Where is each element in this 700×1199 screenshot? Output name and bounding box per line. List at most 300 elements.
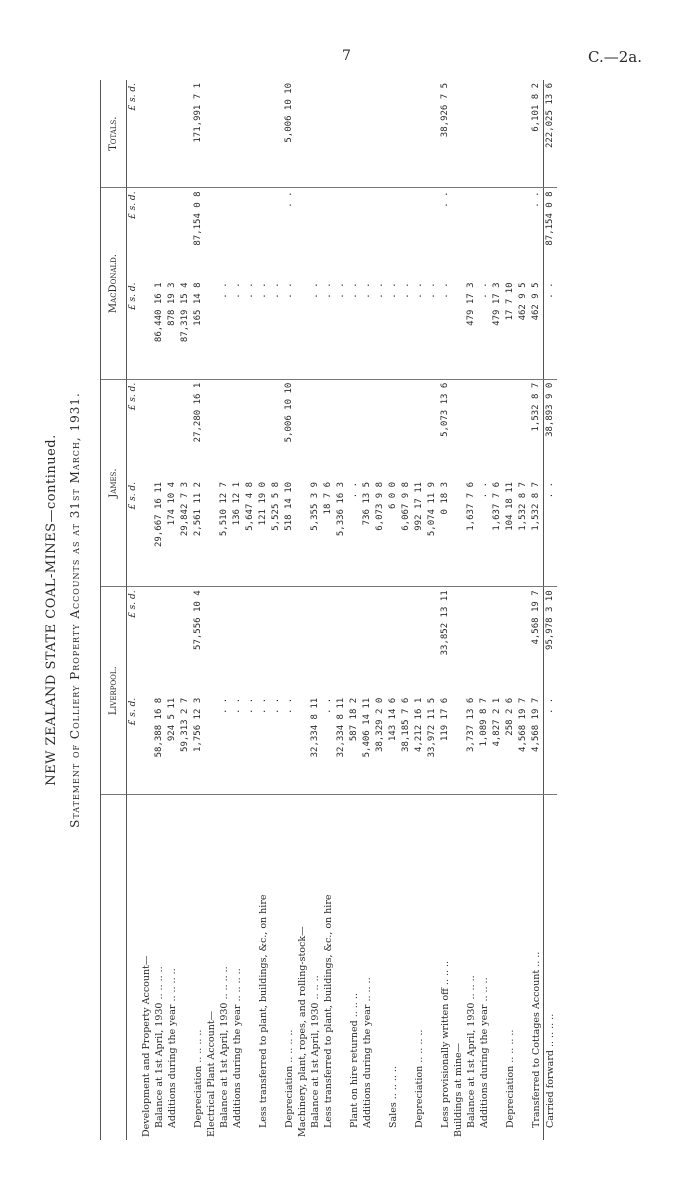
table-row [205, 80, 218, 1140]
amount-cell: 119 17 6 [439, 695, 452, 795]
amount-cell [361, 587, 374, 695]
amount-cell [452, 479, 465, 587]
amount-cell [244, 80, 257, 188]
amount-cell: 38,893 9 0 [544, 379, 558, 479]
amount-cell [231, 188, 244, 280]
amount-cell [153, 188, 166, 280]
row-label: Sales .. .. .. .. [388, 1066, 399, 1128]
amount-cell: 479 17 3 [465, 279, 478, 379]
table-row [244, 80, 257, 1140]
table-row [452, 80, 465, 1140]
amount-cell [153, 379, 166, 479]
amount-cell [387, 379, 400, 479]
table-row [283, 80, 296, 1140]
row-label: Balance at 1st April, 1930 .. .. .. [466, 975, 477, 1128]
amount-cell [322, 587, 335, 695]
amount-cell [270, 188, 283, 280]
table-row [400, 80, 413, 1140]
amount-cell: 258 2 6 [504, 695, 517, 795]
amount-cell: . . [284, 191, 294, 208]
table-row [179, 80, 192, 1140]
table-row [231, 80, 244, 1140]
row-label: Transferred to Cottages Account .. .. [531, 951, 542, 1128]
amount-cell [478, 188, 491, 280]
amount-cell [374, 188, 387, 280]
amount-cell [257, 80, 270, 188]
amount-cell [517, 587, 530, 695]
amount-cell [205, 80, 218, 188]
amount-cell [140, 80, 153, 188]
amount-cell [140, 695, 153, 795]
amount-cell [179, 188, 192, 280]
amount-cell [387, 188, 400, 280]
table-row [491, 80, 504, 1140]
amount-cell: . . [348, 279, 361, 379]
amount-cell [218, 379, 231, 479]
table-row [517, 80, 530, 1140]
amount-cell: 4,568 19 7 [517, 695, 530, 795]
amount-cell: 6,073 9 8 [374, 479, 387, 587]
amount-cell: . . [361, 279, 374, 379]
units-cell: £ s. d. [127, 479, 141, 587]
amount-cell [166, 188, 179, 280]
amount-cell [465, 379, 478, 479]
amount-cell: . . [244, 695, 257, 795]
row-label: Less transferred to plant, buildings, &c., on hire [258, 894, 269, 1128]
amount-cell: 1,532 8 7 [531, 382, 541, 432]
row-label: Buildings at mine— [453, 1042, 464, 1137]
amount-cell [205, 279, 218, 379]
row-label [270, 795, 283, 1141]
amount-cell: 95,978 3 10 [544, 587, 558, 695]
table-row [270, 80, 283, 1140]
label-column-header [101, 795, 127, 1141]
amount-cell [361, 379, 374, 479]
amount-cell: 104 18 11 [504, 479, 517, 587]
amount-cell: . . [270, 695, 283, 795]
amount-cell: 32,334 8 11 [335, 695, 348, 795]
row-label: Depreciation .. .. .. .. [193, 1029, 204, 1128]
table-row [361, 80, 374, 1140]
amount-cell: 87,154 0 8 [193, 191, 203, 246]
table-row [257, 80, 270, 1140]
amount-cell: 924 5 11 [166, 695, 179, 795]
amount-cell: . . [413, 279, 426, 379]
row-label [374, 795, 387, 1141]
amount-cell [335, 379, 348, 479]
amount-cell: 5,336 16 3 [335, 479, 348, 587]
row-label [426, 795, 439, 1141]
amount-cell: 1,532 8 7 [530, 479, 544, 587]
amount-cell: 222,025 13 6 [544, 80, 558, 188]
amount-cell: 1,637 7 6 [465, 479, 478, 587]
amount-cell [244, 188, 257, 280]
amount-cell: 86,440 16 1 [153, 279, 166, 379]
amount-cell [465, 587, 478, 695]
amount-cell [348, 188, 361, 280]
amount-cell [452, 695, 465, 795]
amount-cell [257, 379, 270, 479]
amount-cell: 5,525 5 8 [270, 479, 283, 587]
amount-cell [413, 379, 426, 479]
amount-cell: 3,737 13 6 [465, 695, 478, 795]
row-label [335, 795, 348, 1141]
amount-cell [452, 80, 465, 188]
amount-cell: 17 7 10 [504, 279, 517, 379]
statement-subtitle: Statement of Colliery Property Accounts as at 31st March, 1931. [68, 392, 82, 828]
amount-cell: 4,568 19 7 [531, 590, 541, 645]
amount-cell [205, 379, 218, 479]
amount-cell: . . [374, 279, 387, 379]
table-body [140, 80, 557, 1140]
amount-cell [218, 188, 231, 280]
amount-cell [231, 587, 244, 695]
amount-cell: 18 7 6 [322, 479, 335, 587]
amount-cell [413, 80, 426, 188]
table-row [309, 80, 322, 1140]
amount-cell [270, 80, 283, 188]
amount-cell: 87,154 0 8 [544, 188, 558, 280]
units-cell: £ s. d. [128, 191, 138, 219]
amount-cell: . . [478, 279, 491, 379]
amount-cell [517, 188, 530, 280]
row-label [244, 795, 257, 1141]
units-blank [127, 795, 141, 1141]
row-label: Depreciation .. .. .. .. [505, 1029, 516, 1128]
amount-cell: . . [244, 279, 257, 379]
row-label [491, 795, 504, 1141]
amount-cell [491, 188, 504, 280]
amount-cell [504, 587, 517, 695]
amount-cell [491, 80, 504, 188]
row-label: Depreciation .. .. .. .. [284, 1029, 295, 1128]
table-row [465, 80, 478, 1140]
amount-cell: 38,329 2 0 [374, 695, 387, 795]
amount-cell [322, 188, 335, 280]
amount-cell [179, 379, 192, 479]
table-row [322, 80, 335, 1140]
amount-cell [296, 279, 309, 379]
amount-cell [400, 80, 413, 188]
amount-cell [205, 479, 218, 587]
amount-cell [504, 188, 517, 280]
units-row [127, 80, 141, 1140]
amount-cell [166, 80, 179, 188]
amount-cell [257, 587, 270, 695]
amount-cell [231, 379, 244, 479]
units-cell: £ s. d. [127, 695, 141, 795]
row-label: Balance at 1st April, 1930 .. .. .. .. [219, 966, 230, 1128]
amount-cell [153, 80, 166, 188]
table-row [387, 80, 400, 1140]
amount-cell: 29,842 7 3 [179, 479, 192, 587]
amount-cell [335, 80, 348, 188]
amount-cell: 5,074 11 9 [426, 479, 439, 587]
page-title: NEW ZEALAND STATE COAL-MINES—continued. [44, 434, 59, 786]
column-header-macdonald: MacDonald. [101, 188, 127, 379]
amount-cell [322, 80, 335, 188]
amount-cell: . . [231, 279, 244, 379]
amount-cell: 878 19 3 [166, 279, 179, 379]
amount-cell [426, 587, 439, 695]
amount-cell [153, 587, 166, 695]
amount-cell [270, 587, 283, 695]
table-row [426, 80, 439, 1140]
table-row [374, 80, 387, 1140]
amount-cell [361, 80, 374, 188]
units-cell: £ s. d. [127, 279, 141, 379]
amount-cell [426, 80, 439, 188]
amount-cell: 479 17 3 [491, 279, 504, 379]
table-row [544, 80, 558, 1140]
amount-cell [374, 587, 387, 695]
amount-cell: . . [257, 279, 270, 379]
column-header-liverpool: Liverpool. [101, 587, 127, 795]
amount-cell [244, 379, 257, 479]
table-row [296, 80, 309, 1140]
amount-cell: 4,827 2 1 [491, 695, 504, 795]
amount-cell [374, 80, 387, 188]
row-label: Machinery, plant, ropes, and rolling-stock— [297, 926, 308, 1137]
amount-cell [179, 80, 192, 188]
amount-cell [335, 587, 348, 695]
table-row [218, 80, 231, 1140]
amount-cell [244, 587, 257, 695]
amount-cell: . . [322, 279, 335, 379]
row-label: Additions during the year .. .. .. [362, 977, 373, 1128]
amount-cell: 518 14 10 [283, 479, 296, 587]
amount-cell: . . [440, 191, 450, 208]
amount-cell: 462 9 5 [530, 279, 544, 379]
amount-cell: . . [544, 279, 558, 379]
amount-cell: . . [283, 279, 296, 379]
amount-cell [387, 587, 400, 695]
amount-cell: 6,101 8 2 [530, 80, 544, 188]
amount-cell: . . [348, 479, 361, 587]
amount-cell [296, 80, 309, 188]
amount-cell: 6 0 0 [387, 479, 400, 587]
row-label: Electrical Plant Account— [206, 1010, 217, 1137]
amount-cell: 4,568 19 7 [530, 695, 544, 795]
amount-cell: 6,067 9 8 [400, 479, 413, 587]
amount-cell [140, 188, 153, 280]
amount-cell: 5,510 12 7 [218, 479, 231, 587]
amount-cell [348, 80, 361, 188]
amount-cell: . . [309, 279, 322, 379]
amount-cell: 2,561 11 2 [192, 479, 205, 587]
amount-cell: 32,334 8 11 [309, 695, 322, 795]
amount-cell: . . [257, 695, 270, 795]
amount-cell: 992 17 11 [413, 479, 426, 587]
amount-cell [218, 587, 231, 695]
amount-cell: 5,073 13 6 [440, 382, 450, 437]
amount-cell [387, 80, 400, 188]
amount-cell: 5,647 4 8 [244, 479, 257, 587]
page-number: 7 [342, 48, 351, 64]
table-row [140, 80, 153, 1140]
amount-cell: 1,089 8 7 [478, 695, 491, 795]
amount-cell [296, 479, 309, 587]
amount-cell [270, 379, 283, 479]
amount-cell: 5,406 14 11 [361, 695, 374, 795]
amount-cell [296, 379, 309, 479]
amount-cell: 174 10 4 [166, 479, 179, 587]
amount-cell [491, 379, 504, 479]
amount-cell: 87,319 15 4 [179, 279, 192, 379]
amount-cell: 38,926 7 5 [439, 80, 452, 188]
amount-cell [504, 379, 517, 479]
amount-cell [218, 80, 231, 188]
amount-cell: . . [439, 279, 452, 379]
amount-cell: 143 14 6 [387, 695, 400, 795]
amount-cell [517, 379, 530, 479]
amount-cell [478, 80, 491, 188]
table-header-row [101, 80, 127, 1140]
amount-cell [413, 587, 426, 695]
amount-cell [426, 188, 439, 280]
row-label: Carried forward .. .. .. .. [544, 795, 558, 1141]
amount-cell [179, 587, 192, 695]
rotated-ledger [40, 60, 680, 1160]
amount-cell: 587 18 2 [348, 695, 361, 795]
row-label: Additions during the year .. .. .. .. [167, 968, 178, 1128]
amount-cell [465, 80, 478, 188]
units-cell: £ s. d. [127, 80, 141, 188]
amount-cell [166, 379, 179, 479]
amount-cell: . . [270, 279, 283, 379]
amount-cell: . . [387, 279, 400, 379]
row-label: Plant on hire returned .. .. .. [349, 993, 360, 1128]
amount-cell: . . [322, 695, 335, 795]
amount-cell [413, 188, 426, 280]
amount-cell: . . [544, 695, 558, 795]
amount-cell: 59,313 2 7 [179, 695, 192, 795]
row-label: Less provisionally written off .. .. .. [440, 960, 451, 1128]
amount-cell [491, 587, 504, 695]
amount-cell: 165 14 8 [192, 279, 205, 379]
amount-cell [205, 587, 218, 695]
amount-cell: . . [426, 279, 439, 379]
amount-cell: 0 18 3 [439, 479, 452, 587]
amount-cell [348, 379, 361, 479]
row-label [179, 795, 192, 1141]
amount-cell [400, 188, 413, 280]
amount-cell [504, 80, 517, 188]
row-label: Additions during the year .. .. .. .. [232, 968, 243, 1128]
document-code: C.—2a. [588, 48, 642, 66]
amount-cell: 171,991 7 1 [192, 80, 205, 188]
amount-cell [400, 379, 413, 479]
row-label [400, 795, 413, 1141]
row-label: Additions during the year .. .. .. [479, 977, 490, 1128]
table-row [504, 80, 517, 1140]
amount-cell [309, 188, 322, 280]
amount-cell [452, 587, 465, 695]
row-label: Less transferred to plant, buildings, &c., on hire [323, 894, 334, 1128]
amount-cell [452, 279, 465, 379]
amount-cell [231, 80, 244, 188]
amount-cell [348, 587, 361, 695]
amount-cell [400, 587, 413, 695]
amount-cell: . . [218, 279, 231, 379]
amount-cell [296, 695, 309, 795]
amount-cell: 1,532 8 7 [517, 479, 530, 587]
row-label: Depreciation .. .. .. .. [414, 1029, 425, 1128]
amount-cell: 121 19 0 [257, 479, 270, 587]
amount-cell: . . [231, 695, 244, 795]
amount-cell: 57,556 10 4 [193, 590, 203, 650]
amount-cell: 33,972 11 5 [426, 695, 439, 795]
amount-cell [478, 587, 491, 695]
amount-cell [452, 379, 465, 479]
amount-cell: 29,667 16 11 [153, 479, 166, 587]
table-row [478, 80, 491, 1140]
amount-cell: . . [531, 191, 541, 208]
amount-cell: 4,212 16 1 [413, 695, 426, 795]
amount-cell [452, 188, 465, 280]
amount-cell: . . [218, 695, 231, 795]
amount-cell [309, 379, 322, 479]
amount-cell: . . [544, 479, 558, 587]
amount-cell: 33,852 13 11 [440, 590, 450, 656]
table-row [166, 80, 179, 1140]
amount-cell: 736 13 5 [361, 479, 374, 587]
amount-cell [140, 479, 153, 587]
amount-cell [426, 379, 439, 479]
amount-cell [140, 379, 153, 479]
row-label: Balance at 1st April, 1930 .. .. .. [310, 975, 321, 1128]
amount-cell: . . [400, 279, 413, 379]
amount-cell [309, 80, 322, 188]
amount-cell [361, 188, 374, 280]
amount-cell [335, 188, 348, 280]
amount-cell: . . [335, 279, 348, 379]
amount-cell: 1,756 12 3 [192, 695, 205, 795]
amount-cell: 5,006 10 10 [283, 80, 296, 188]
amount-cell [322, 379, 335, 479]
amount-cell [309, 587, 322, 695]
amount-cell: . . [478, 479, 491, 587]
amount-cell [374, 379, 387, 479]
amount-cell: 27,280 16 1 [193, 382, 203, 443]
table-row [439, 80, 452, 1140]
amount-cell [517, 80, 530, 188]
amount-cell: 5,355 3 9 [309, 479, 322, 587]
row-label [517, 795, 530, 1141]
table-row [335, 80, 348, 1140]
row-label: Development and Property Account— [141, 955, 152, 1137]
table-row [153, 80, 166, 1140]
table-row [348, 80, 361, 1140]
amount-cell: 462 9 5 [517, 279, 530, 379]
row-label: Balance at 1st April, 1930 .. .. .. .. [154, 966, 165, 1128]
column-header-james: James. [101, 379, 127, 587]
amount-cell [465, 188, 478, 280]
units-cell: £ s. d. [128, 590, 138, 618]
amount-cell [478, 379, 491, 479]
amount-cell: 136 12 1 [231, 479, 244, 587]
amount-cell: 38,185 7 6 [400, 695, 413, 795]
column-header-totals: Totals. [101, 80, 127, 188]
amount-cell [205, 695, 218, 795]
amount-cell [205, 188, 218, 280]
table-row [413, 80, 426, 1140]
amount-cell [283, 587, 296, 695]
amount-cell: . . [283, 695, 296, 795]
amount-cell [296, 587, 309, 695]
table-row [530, 80, 544, 1140]
units-cell: £ s. d. [128, 382, 138, 411]
